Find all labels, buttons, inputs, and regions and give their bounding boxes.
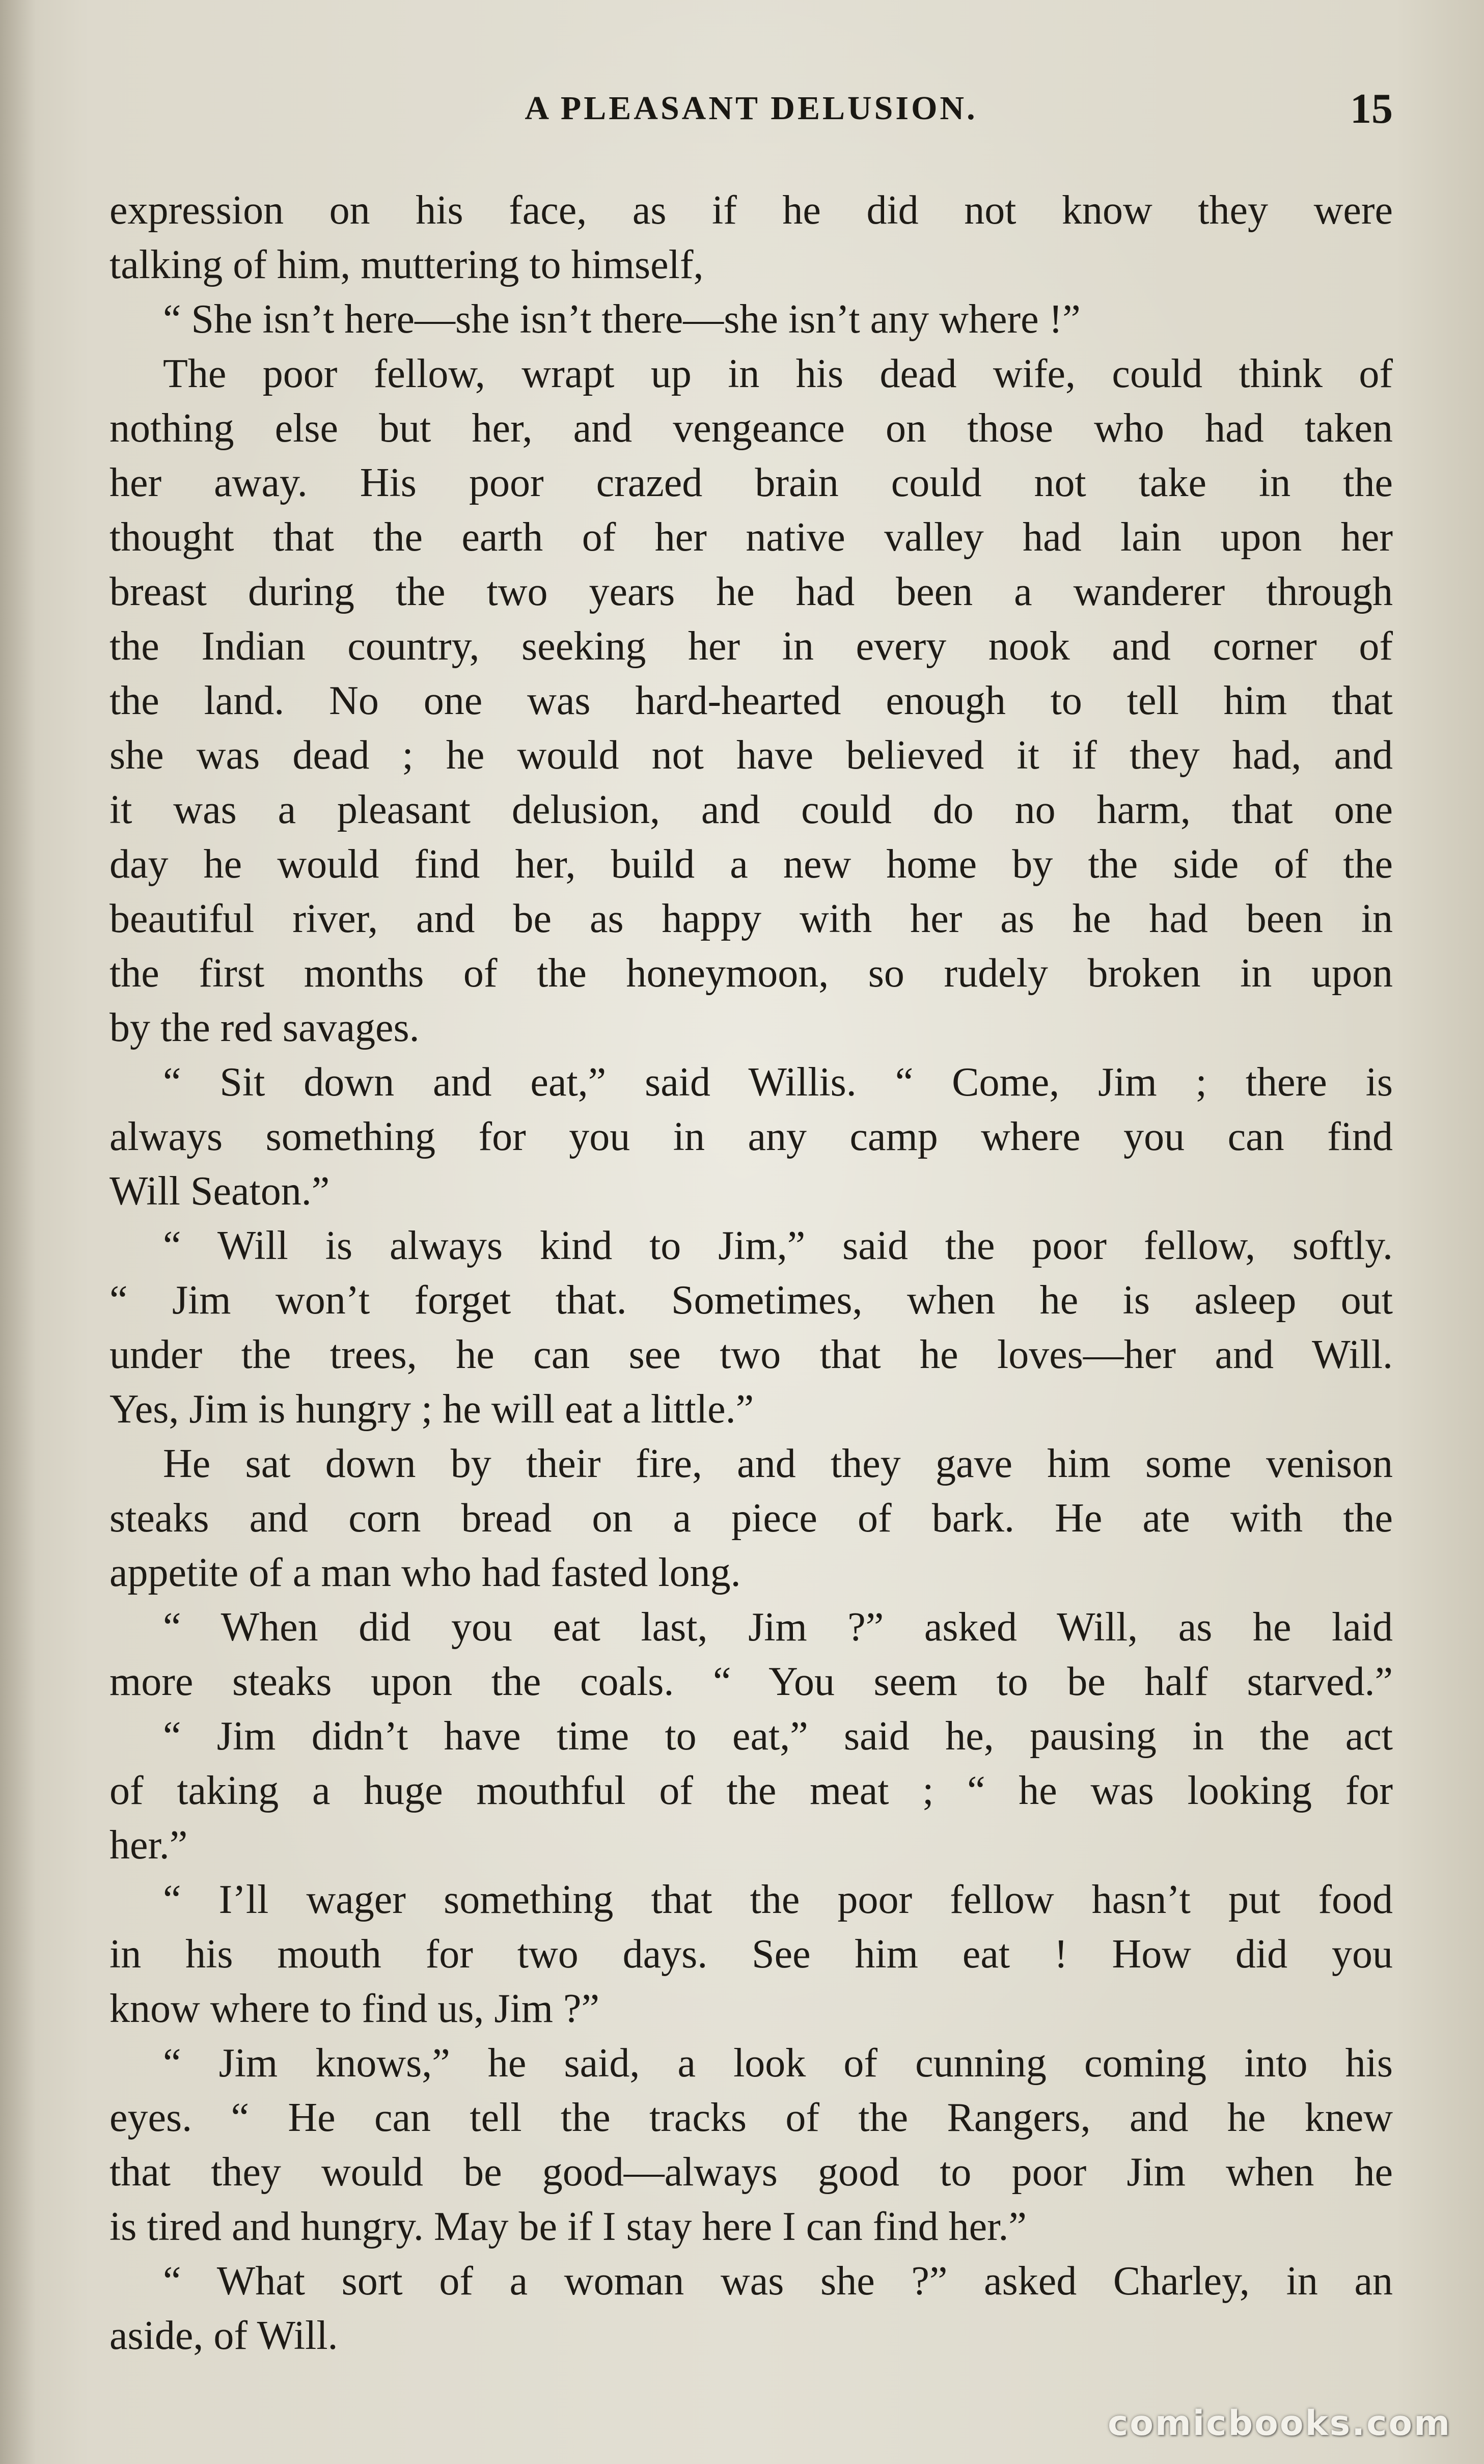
text-line: is tired and hungry. May be if I stay here I can find her.” bbox=[109, 2204, 1027, 2249]
text-line: it was a pleasant delusion, and could do no harm, that one bbox=[109, 787, 1393, 832]
text-line: “ Sit down and eat,” said Willis. “ Come, Jim ; there is bbox=[163, 1060, 1393, 1105]
text-line: more steaks upon the coals. “ You seem to be half starved.” bbox=[109, 1659, 1393, 1704]
text-line: her.” bbox=[109, 1823, 188, 1868]
text-line: breast during the two years he had been a wanderer through bbox=[109, 569, 1393, 614]
text-line: the land. No one was hard-hearted enough to tell him that bbox=[109, 678, 1393, 723]
text-line: by the red savages. bbox=[109, 1005, 420, 1050]
text-line: of taking a huge mouthful of the meat ; “ he was looking for bbox=[109, 1768, 1393, 1813]
text-line: talking of him, muttering to himself, bbox=[109, 242, 704, 287]
text-line: the Indian country, seeking her in every nook and corner of bbox=[109, 624, 1393, 669]
text-line: Yes, Jim is hungry ; he will eat a little.” bbox=[109, 1387, 754, 1432]
text-line: “ She isn’t here—she isn’t there—she isn’t any where !” bbox=[163, 297, 1081, 342]
text-line: He sat down by their fire, and they gave him some venison bbox=[163, 1441, 1393, 1486]
text-line: nothing else but her, and vengeance on those who had taken bbox=[109, 406, 1393, 451]
text-line: thought that the earth of her native valley had lain upon her bbox=[109, 515, 1393, 560]
text-line: the first months of the honeymoon, so rudely broken in upon bbox=[109, 951, 1393, 996]
binding-shadow bbox=[0, 0, 36, 2464]
text-line: “ Will is always kind to Jim,” said the poor fellow, softly. bbox=[163, 1223, 1393, 1268]
text-line: “ Jim didn’t have time to eat,” said he, pausing in the act bbox=[163, 1714, 1393, 1759]
text-line: always something for you in any camp where you can find bbox=[109, 1114, 1393, 1159]
text-line: Will Seaton.” bbox=[109, 1169, 330, 1214]
body-text bbox=[109, 183, 1393, 2363]
page-header bbox=[109, 84, 1393, 145]
text-line: beautiful river, and be as happy with her as he had been in bbox=[109, 896, 1393, 941]
text-line: her away. His poor crazed brain could not take in the bbox=[109, 460, 1393, 505]
text-line: “ I’ll wager something that the poor fellow hasn’t put food bbox=[163, 1877, 1393, 1922]
text-line: under the trees, he can see two that he loves—her and Will. bbox=[109, 1332, 1393, 1377]
text-line: aside, of Will. bbox=[109, 2313, 338, 2358]
running-title: A PLEASANT DELUSION. bbox=[525, 90, 978, 127]
text-line: expression on his face, as if he did not know they were bbox=[109, 188, 1393, 233]
text-line: steaks and corn bread on a piece of bark. He ate with the bbox=[109, 1496, 1393, 1541]
text-line: “ Jim won’t forget that. Sometimes, when he is asleep out bbox=[109, 1278, 1393, 1323]
text-line: The poor fellow, wrapt up in his dead wife, could think of bbox=[163, 351, 1393, 396]
text-line: eyes. “ He can tell the tracks of the Rangers, and he knew bbox=[109, 2095, 1393, 2140]
text-line: “ Jim knows,” he said, a look of cunning coming into his bbox=[163, 2041, 1393, 2086]
text-line: “ What sort of a woman was she ?” asked Charley, in an bbox=[163, 2259, 1393, 2304]
text-line: she was dead ; he would not have believed it if they had, and bbox=[109, 733, 1393, 778]
text-line: know where to find us, Jim ?” bbox=[109, 1986, 600, 2031]
text-line: appetite of a man who had fasted long. bbox=[109, 1550, 741, 1595]
text-line: “ When did you eat last, Jim ?” asked Will, as he laid bbox=[163, 1605, 1393, 1650]
watermark: comicbooks.com bbox=[1107, 2403, 1451, 2444]
text-line: that they would be good—always good to poor Jim when he bbox=[109, 2150, 1393, 2195]
text-line: in his mouth for two days. See him eat ! How did you bbox=[109, 1932, 1393, 1977]
page-number: 15 bbox=[1350, 85, 1393, 132]
text-line: day he would find her, build a new home by the side of the bbox=[109, 842, 1393, 887]
